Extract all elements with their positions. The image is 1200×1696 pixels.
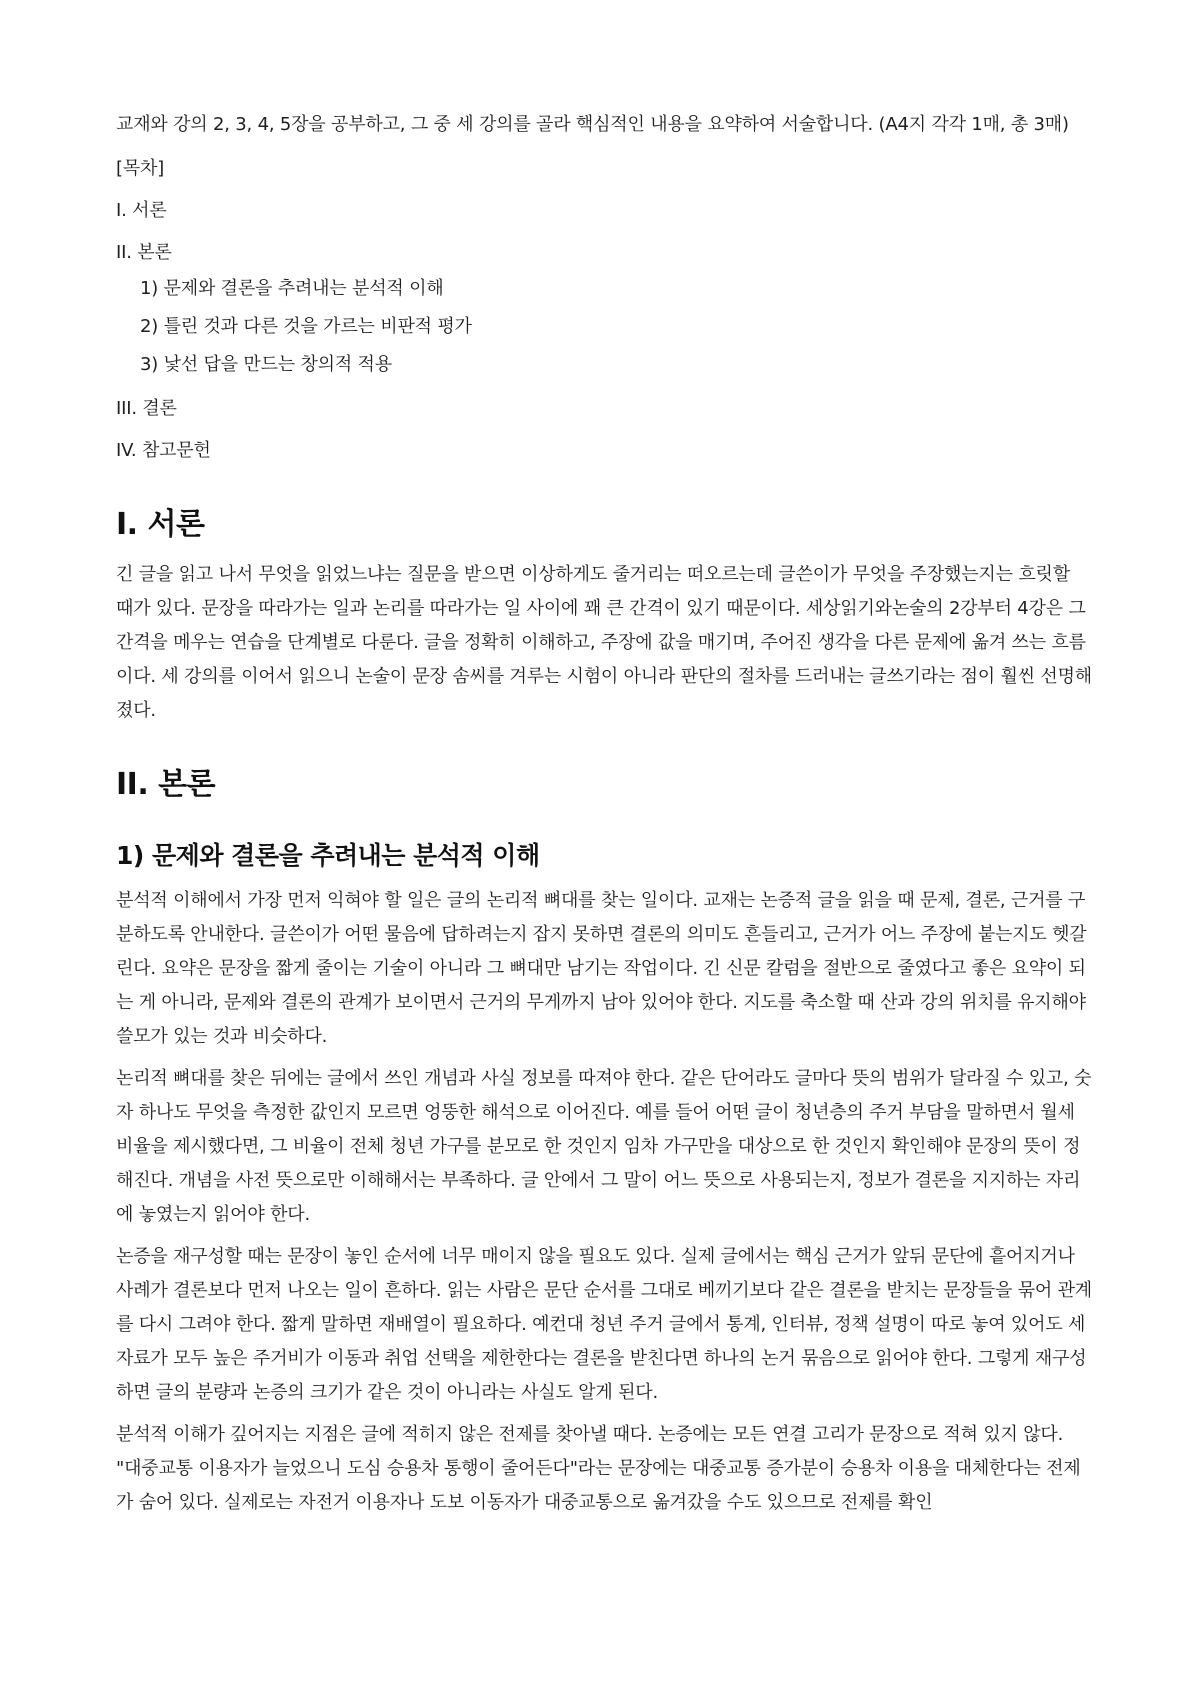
section-heading-introduction: I. 서론 [116,507,205,542]
body-paragraph: 분석적 이해에서 가장 먼저 익혀야 할 일은 글의 논리적 뼈대를 찾는 일이다. 교재는 논증적 글을 읽을 때 문제, 결론, 근거를 구분하도록 안내한다. 글쓴이가 어떤 물음에 답하려는지 잡지 못하면 결론의 의미도 흔들리고, 근거가 어느 주장에 붙는지도 헷갈린다. 요약은 문장을 짧게 줄이는 기술이 아니라 그 뼈대만 남기는 작업이다. 긴 신문 칼럼을 절반으로 줄였다고 좋은 요약이 되는 게 아니라, 문제와 결론의 관계가 보이면서 근거의 무게까지 남아 있어야 한다. 지도를 축소할 때 산과 강의 위치를 유지해야 쓸모가 있는 것과 비슷하다. [116,890,1087,1047]
toc-item: IV. 참고문헌 [116,440,211,461]
toc-subitem: 1) 문제와 결론을 추려내는 분석적 이해 [140,278,444,299]
introduction-paragraph: 긴 글을 읽고 나서 무엇을 읽었느냐는 질문을 받으면 이상하게도 줄거리는 떠오르는데 글쓴이가 무엇을 주장했는지는 흐릿할 때가 있다. 문장을 따라가는 일과 논리를 따라가는 일 사이에 꽤 큰 간격이 있기 때문이다. 세상읽기와논술의 2강부터 4강은 그 간격을 메우는 연습을 단계별로 다룬다. 글을 정확히 이해하고, 주장에 값을 매기며, 주어진 생각을 다른 문제에 옮겨 쓰는 흐름이다. 세 강의를 이어서 읽으니 논술이 문장 솜씨를 겨루는 시험이 아니라 판단의 절차를 드러내는 글쓰기라는 점이 훨씬 선명해졌다. [116,564,1092,721]
toc-subitem: 2) 틀린 것과 다른 것을 가르는 비판적 평가 [140,316,472,337]
body-paragraph: 논리적 뼈대를 찾은 뒤에는 글에서 쓰인 개념과 사실 정보를 따져야 한다. 같은 단어라도 글마다 뜻의 범위가 달라질 수 있고, 숫자 하나도 무엇을 측정한 값인지 모르면 엉뚱한 해석으로 이어진다. 예를 들어 어떤 글이 청년층의 주거 부담을 말하면서 월세 비율을 제시했다면, 그 비율이 전체 청년 가구를 분모로 한 것인지 임차 가구만을 대상으로 한 것인지 확인해야 문장의 뜻이 정해진다. 개념을 사전 뜻으로만 이해해서는 부족하다. 글 안에서 그 말이 어느 뜻으로 사용되는지, 정보가 결론을 지지하는 자리에 놓였는지 읽어야 한다. [116,1068,1092,1225]
section-heading-body: II. 본론 [116,767,216,802]
table-of-contents [116,194,1092,468]
subsection-heading-analytic-understanding: 1) 문제와 결론을 추려내는 분석적 이해 [116,841,540,870]
body-paragraph: 논증을 재구성할 때는 문장이 놓인 순서에 너무 매이지 않을 필요도 있다. 실제 글에서는 핵심 근거가 앞뒤 문단에 흩어지거나 사례가 결론보다 먼저 나오는 일이 흔하다. 읽는 사람은 문단 순서를 그대로 베끼기보다 같은 결론을 받치는 문장들을 묶어 관계를 다시 그려야 한다. 짧게 말하면 재배열이 필요하다. 예컨대 청년 주거 글에서 통계, 인터뷰, 정책 설명이 따로 놓여 있어도 세 자료가 모두 높은 주거비가 이동과 취업 선택을 제한한다는 결론을 받친다면 하나의 논거 묶음으로 읽어야 한다. 그렇게 재구성하면 글의 분량과 논증의 크기가 같은 것이 아니라는 사실도 알게 된다. [116,1246,1092,1403]
toc-title: [목차] [116,158,165,179]
toc-item: I. 서론 [116,200,167,221]
toc-subitem: 3) 낯선 답을 만드는 창의적 적용 [140,354,392,375]
body-paragraph: 분석적 이해가 깊어지는 지점은 글에 적히지 않은 전제를 찾아낼 때다. 논증에는 모든 연결 고리가 문장으로 적혀 있지 않다. "대중교통 이용자가 늘었으니 도심 승용차 통행이 줄어든다"라는 문장에는 대중교통 증가분이 승용차 이용을 대체한다는 전제가 숨어 있다. 실제로는 자전거 이용자나 도보 이동자가 대중교통으로 옮겨갔을 수도 있으므로 전제를 확인 [116,1424,1081,1513]
assignment-instructions: 교재와 강의 2, 3, 4, 5장을 공부하고, 그 중 세 강의를 골라 핵심적인 내용을 요약하여 서술합니다. (A4지 각각 1매, 총 3매) [116,114,1069,135]
toc-item: III. 결론 [116,398,177,419]
toc-item: II. 본론 [116,242,172,263]
